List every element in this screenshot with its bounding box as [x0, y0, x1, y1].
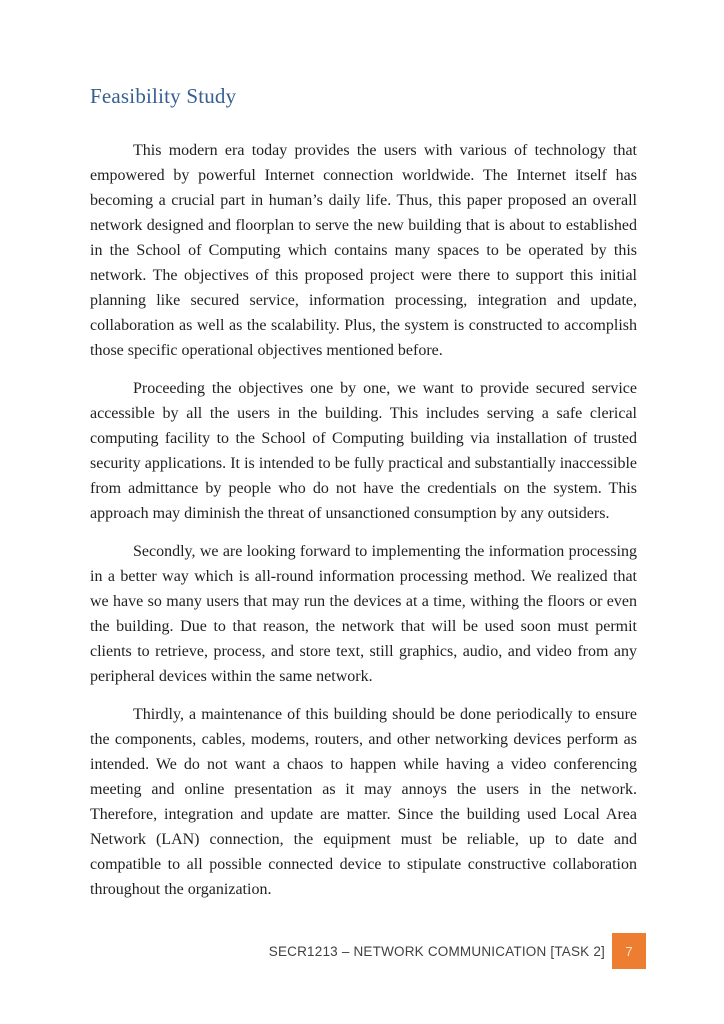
body-paragraph: Thirdly, a maintenance of this building should be done periodically to ensure the components, cables, modems, routers, and other networking devices perform as intended. We do not want a chaos to happen while having a video conferencing meeting and online presentation as it may annoys the users in the network. Therefore, integration and update are matter. Since the building used Local Area Network (LAN) connection, the equipment must be reliable, up to date and compatible to all possible connected device to stipulate constructive collaboration throughout the organization.	[90, 706, 637, 898]
footer-course-label: SECR1213 – NETWORK COMMUNICATION [TASK 2]	[268, 943, 605, 959]
page-number-badge: 7	[612, 933, 646, 969]
body-paragraph: Proceeding the objectives one by one, we want to provide secured service accessible by all the users in the building. This includes serving a safe clerical computing facility to the School of Computing building via installation of trusted security applications. It is intended to be fully practical and substantially inaccessible from admittance by people who do not have the credentials on the system. This approach may diminish the threat of unsanctioned consumption by any outsiders.	[90, 380, 637, 522]
section-heading: Feasibility Study	[90, 84, 237, 108]
body-paragraph: This modern era today provides the users with various of technology that empowered by powerful Internet connection worldwide. The Internet itself has becoming a crucial part in human’s daily life. Thus, this paper proposed an overall network designed and floorplan to serve the new building that is about to established in the School of Computing which contains many spaces to be operated by this network. The objectives of this proposed project were there to support this initial planning like secured service, information processing, integration and update, collaboration as well as the scalability. Plus, the system is constructed to accomplish those specific operational objectives mentioned before.	[90, 142, 637, 359]
body-paragraph: Secondly, we are looking forward to implementing the information processing in a better way which is all-round information processing method. We realized that we have so many users that may run the devices at a time, withing the floors or even the building. Due to that reason, the network that will be used soon must permit clients to retrieve, process, and store text, still graphics, audio, and video from any peripheral devices within the same network.	[90, 543, 637, 685]
page-footer	[269, 933, 646, 969]
document-body	[90, 84, 637, 915]
